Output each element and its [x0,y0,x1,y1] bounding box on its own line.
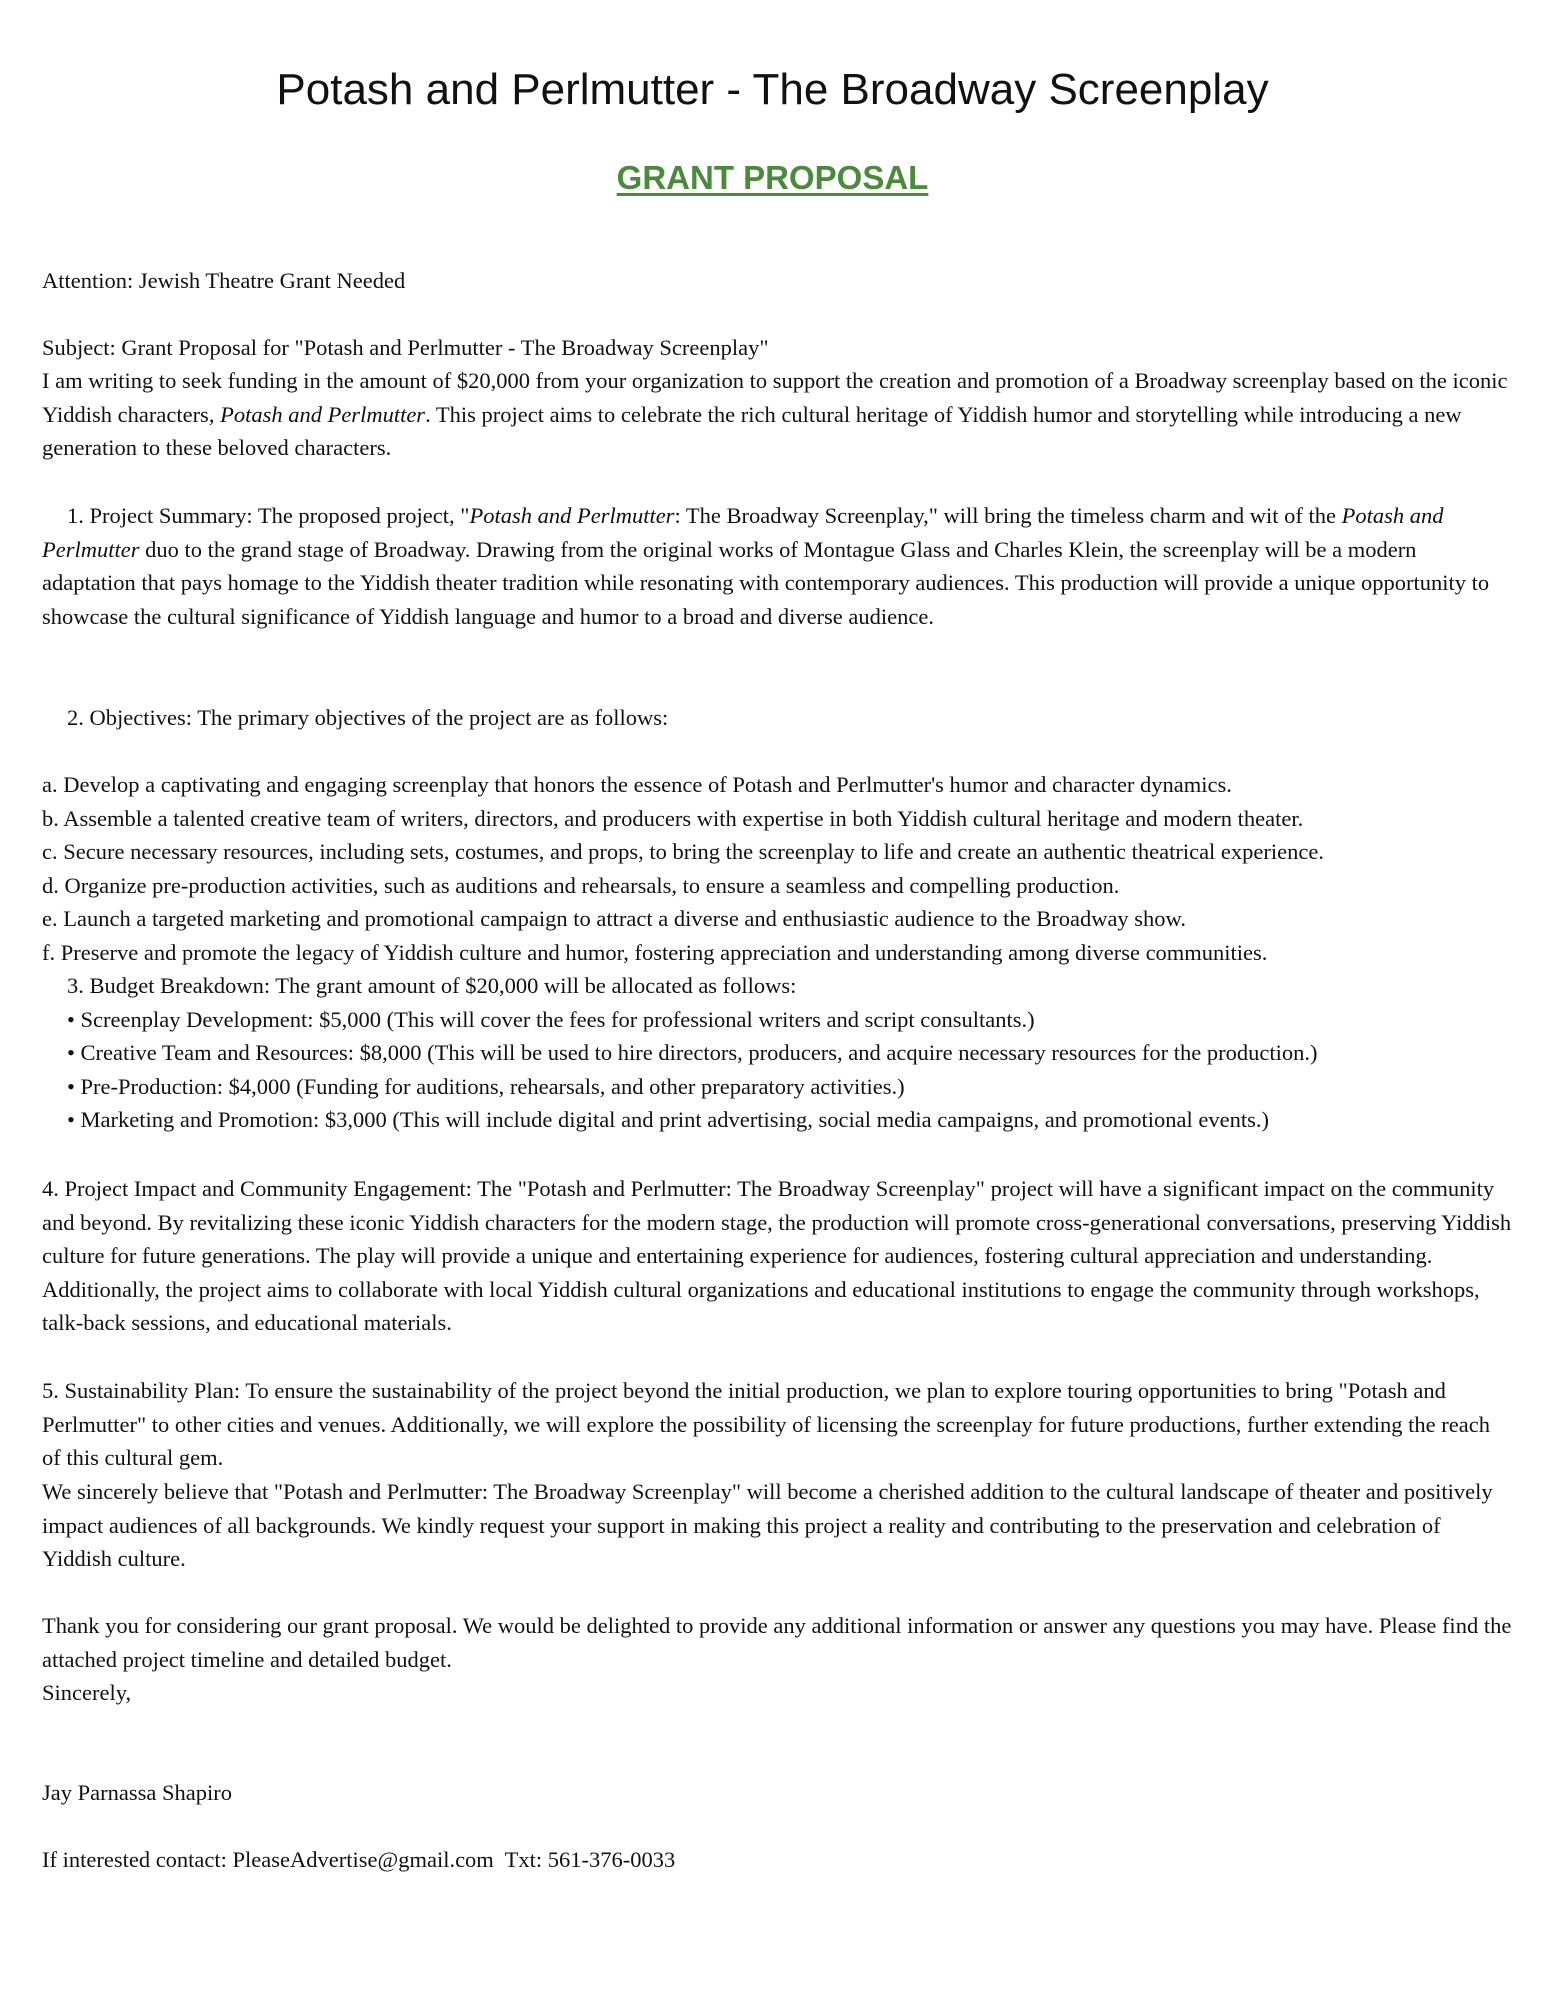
objectives-heading: 2. Objectives: The primary objectives of the project are as follows: [67,705,669,730]
list-item: a. Develop a captivating and engaging screenplay that honors the essence of Potash and Perlmutter's humor and character dynamics. [42,772,1232,797]
attention-line: Attention: Jewish Theatre Grant Needed [42,268,406,293]
list-item: b. Assemble a talented creative team of writers, directors, and producers with expertise in both Yiddish cultural heritage and modern theater. [42,805,1304,831]
intro-text-1: I am writing to seek funding in the amount of $20,000 from your organization to support the creation and promotion of a Broadway screenplay based on the iconic Yiddish characters, [42,368,1508,427]
summary-text-2: : The Broadway Screenplay," will bring the timeless charm and wit of the [674,503,1342,528]
sustainability-paragraph: 5. Sustainability Plan: To ensure the sustainability of the project beyond the initial production, we plan to explore touring opportunities to bring "Potash and Perlmutter" to other cities and venues. Additionally, we will explore the possibility of licensing the screenplay for future productions, further extending the reach of this cultural gem. [42,1378,1490,1470]
intro-italic-title: Potash and Perlmutter [220,401,426,427]
list-item: f. Preserve and promote the legacy of Yiddish culture and humor, fostering appreciation and understanding among diverse communities. [42,939,1268,965]
document-title: Potash and Perlmutter - The Broadway Screenplay [276,65,1269,114]
summary-text-3: duo to the grand stage of Broadway. Drawing from the original works of Montague Glass and Charles Klein, the screenplay will be a modern adaptation that pays homage to the Yiddish theater tradition while resonating with contemporary audiences. This production will provide a unique opportunity to showcase the cultural significance of Yiddish language and humor to a broad and diverse audience. [42,536,1490,629]
summary-italic-title-2: Potash and Perlmutter [42,503,1444,562]
subject-line: Subject: Grant Proposal for "Potash and Perlmutter - The Broadway Screenplay" [42,335,769,360]
objectives-list [42,768,1512,1137]
list-item: c. Secure necessary resources, including sets, costumes, and props, to bring the screenplay to life and create an authentic theatrical experience. [42,839,1324,864]
document-subtitle: GRANT PROPOSAL [616,159,929,196]
thanks-paragraph: Thank you for considering our grant proposal. We would be delighted to provide any additional information or answer any questions you may have. Please find the attached project timeline and detailed budget. [42,1613,1512,1672]
summary-text-1: 1. Project Summary: The proposed project, " [67,503,470,528]
list-item: d. Organize pre-production activities, such as auditions and rehearsals, to ensure a seamless and compelling production. [42,872,1120,898]
impact-paragraph: 4. Project Impact and Community Engagement: The "Potash and Perlmutter: The Broadway Screenplay" project will have a significant impact on the community and beyond. By revitalizing these iconic Yiddish characters for the modern stage, the production will promote cross-generational conversations, preserving Yiddish culture for future generations. The play will provide a unique and entertaining experience for audiences, fostering cultural appreciation and understanding. Additionally, the project aims to collaborate with local Yiddish cultural organizations and educational institutions to engage the community through workshops, talk-back sessions, and educational materials. [42,1176,1512,1335]
intro-paragraph [42,364,1512,465]
budget-heading: 3. Budget Breakdown: The grant amount of $20,000 will be allocated as follows: [67,973,797,998]
contact-line: If interested contact: PleaseAdvertise@gmail.com Txt: 561-376-0033 [42,1847,676,1872]
list-item: • Marketing and Promotion: $3,000 (This will include digital and print advertising, social media campaigns, and promotional events.) [67,1107,1270,1132]
closing-line: Sincerely, [42,1680,132,1705]
list-item: • Creative Team and Resources: $8,000 (This will be used to hire directors, producers, and acquire necessary resources for the production.) [67,1040,1318,1065]
list-item: • Pre-Production: $4,000 (Funding for auditions, rehearsals, and other preparatory activities.) [67,1073,905,1099]
project-summary-paragraph [42,499,1512,633]
intro-text-2: . This project aims to celebrate the rich cultural heritage of Yiddish humor and storytelling while introducing a new generation to these beloved characters. [42,401,1462,460]
list-item: • Screenplay Development: $5,000 (This will cover the fees for professional writers and script consultants.) [67,1006,1035,1032]
summary-italic-title-1: Potash and Perlmutter [469,503,675,528]
belief-paragraph: We sincerely believe that "Potash and Perlmutter: The Broadway Screenplay" will become a cherished addition to the cultural landscape of theater and positively impact audiences of all backgrounds. We kindly request your support in making this project a reality and contributing to the preservation and celebration of Yiddish culture. [42,1479,1493,1571]
signature-name: Jay Parnassa Shapiro [42,1780,232,1805]
list-item: e. Launch a targeted marketing and promotional campaign to attract a diverse and enthusiastic audience to the Broadway show. [42,906,1186,931]
